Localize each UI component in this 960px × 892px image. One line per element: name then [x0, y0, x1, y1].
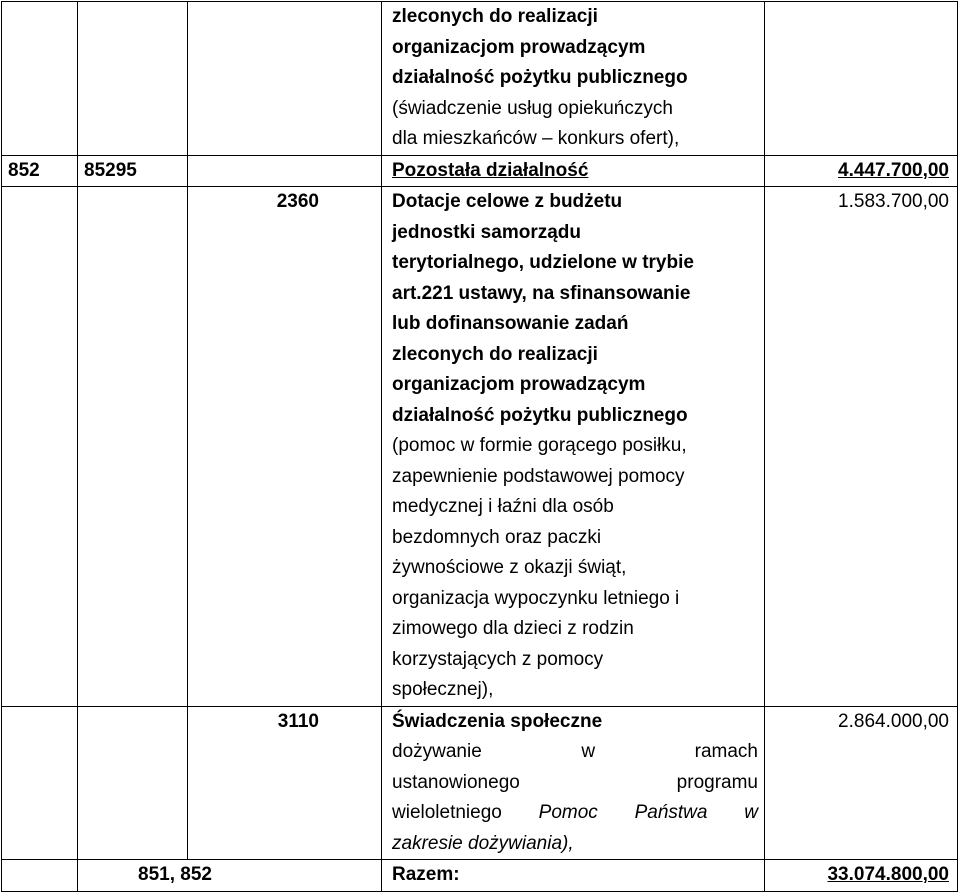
cell-dzial: 852	[2, 155, 78, 187]
description-line: korzystających z pomocy	[392, 648, 604, 670]
cell-paragraf: 2360	[188, 187, 382, 707]
table-row-continuation	[2, 2, 958, 156]
word: wieloletniego	[392, 802, 502, 823]
description-line: organizacjom prowadzącym	[392, 374, 646, 395]
cell-paragraf: 3110	[188, 706, 382, 860]
description-line: działalność pożytku publicznego	[392, 404, 688, 426]
description-title: Świadczenia społeczne	[392, 710, 603, 732]
cell-total-amount: 33.074.800,00	[765, 860, 958, 892]
description-line: działalność pożytku publicznego	[392, 67, 688, 88]
cell-empty	[188, 155, 382, 187]
word: w	[581, 741, 596, 762]
cell-empty	[2, 860, 78, 892]
description-line: żywnościowe z okazji świąt,	[392, 557, 627, 578]
description-line: jednostki samorządu	[392, 221, 581, 243]
cell-rozdzial: 85295	[78, 155, 188, 187]
description-line: (świadczenie usług opiekuńczych	[392, 97, 673, 119]
word: ustanowionego	[392, 771, 520, 793]
cell-description	[382, 706, 765, 860]
description-line: terytorialnego, udzielone w trybie	[392, 252, 694, 273]
cell-section-amount: 4.447.700,00	[765, 155, 958, 187]
description-line: (pomoc w formie gorącego posiłku,	[392, 435, 687, 456]
description-line: dla mieszkańców – konkurs ofert),	[392, 128, 680, 149]
word: ramach	[694, 741, 758, 762]
cell-empty	[2, 2, 78, 156]
description-line	[392, 768, 758, 799]
description-line: społecznej),	[392, 679, 494, 700]
description-line: bezdomnych oraz paczki	[392, 526, 602, 548]
table-row-section	[2, 155, 958, 187]
word: Państwa	[634, 802, 708, 823]
cell-empty	[188, 2, 382, 156]
description-line: zapewnienie podstawowej pomocy	[392, 465, 685, 487]
description-line: organizacja wypoczynku letniego i	[392, 587, 680, 609]
cell-empty	[2, 706, 78, 860]
table-row-total	[2, 860, 958, 892]
cell-total-label: Razem:	[382, 860, 765, 892]
table-row-2360	[2, 187, 958, 707]
cell-description	[382, 187, 765, 707]
description-line	[392, 798, 758, 829]
description-line: art.221 ustawy, na sfinansowanie	[392, 282, 691, 304]
word: w	[744, 802, 758, 823]
description-line: Dotacje celowe z budżetu	[392, 191, 623, 212]
cell-empty	[765, 2, 958, 156]
budget-table	[1, 1, 958, 892]
table-row-3110	[2, 706, 958, 860]
word: Pomoc	[538, 802, 598, 823]
cell-empty	[78, 187, 188, 707]
description-line	[392, 737, 758, 768]
cell-empty	[78, 706, 188, 860]
cell-section-name: Pozostała działalność	[382, 155, 765, 187]
word: programu	[676, 771, 758, 793]
cell-amount: 1.583.700,00	[765, 187, 958, 707]
description-line: medycznej i łaźni dla osób	[392, 496, 614, 517]
description-line: zleconych do realizacji	[392, 6, 598, 27]
word: dożywanie	[392, 741, 482, 762]
description-line: zleconych do realizacji	[392, 343, 598, 365]
cell-empty	[78, 2, 188, 156]
description-line: zimowego dla dzieci z rodzin	[392, 618, 634, 639]
description-line: lub dofinansowanie zadań	[392, 313, 629, 334]
cell-total-dzialy: 851, 852	[78, 860, 382, 892]
cell-empty	[2, 187, 78, 707]
cell-amount: 2.864.000,00	[765, 706, 958, 860]
description-line: organizacjom prowadzącym	[392, 36, 646, 58]
cell-description	[382, 2, 765, 156]
description-line: zakresie dożywiania),	[392, 832, 574, 854]
